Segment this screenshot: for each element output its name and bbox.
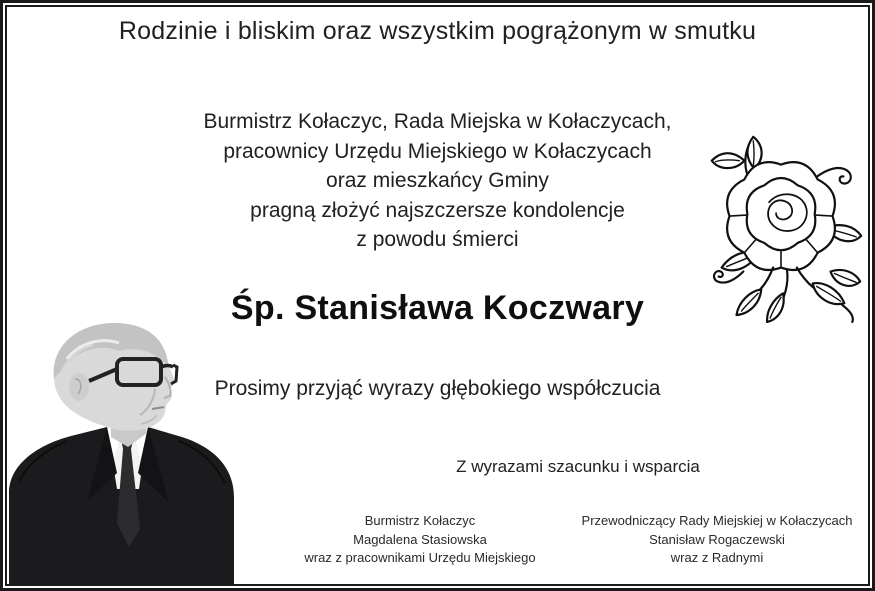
peony-flower-illustration (703, 125, 863, 323)
signature-title: Burmistrz Kołaczyc (364, 513, 476, 528)
condolence-line: Burmistrz Kołaczyc, Rada Miejska w Kołaczycach, (203, 110, 672, 133)
condolence-line: oraz mieszkańcy Gminy (326, 169, 549, 192)
dedication-line: Rodzinie i bliskim oraz wszystkim pogrążonym w smutku (118, 17, 757, 45)
sympathy-line: Prosimy przyjąć wyrazy głębokiego współczucia (214, 377, 661, 400)
signature-group: wraz z Radnymi (670, 550, 764, 565)
condolence-line: pracownicy Urzędu Miejskiego w Kołaczycach (223, 139, 652, 163)
signature-title: Przewodniczący Rady Miejskiej w Kołaczycach (581, 513, 853, 528)
deceased-name: Śp. Stanisława Koczwary (230, 289, 645, 327)
ear (69, 373, 89, 401)
portrait-photo (7, 321, 236, 584)
flower-bottom-leaves (736, 268, 860, 322)
signature-person-name: Magdalena Stasiowska (353, 531, 487, 547)
condolence-line: pragną złożyć najszczersze kondolencje (250, 198, 625, 222)
signature-right (581, 512, 853, 568)
closing-line: Z wyrazami szacunku i wsparcia (456, 457, 700, 476)
portrait-figure (9, 323, 234, 584)
signature-person-name: Stanisław Rogaczewski (649, 531, 785, 547)
signature-group: wraz z pracownikami Urzędu Miejskiego (304, 550, 536, 565)
signature-left (297, 512, 543, 568)
condolence-line: z powodu śmierci (356, 228, 519, 251)
